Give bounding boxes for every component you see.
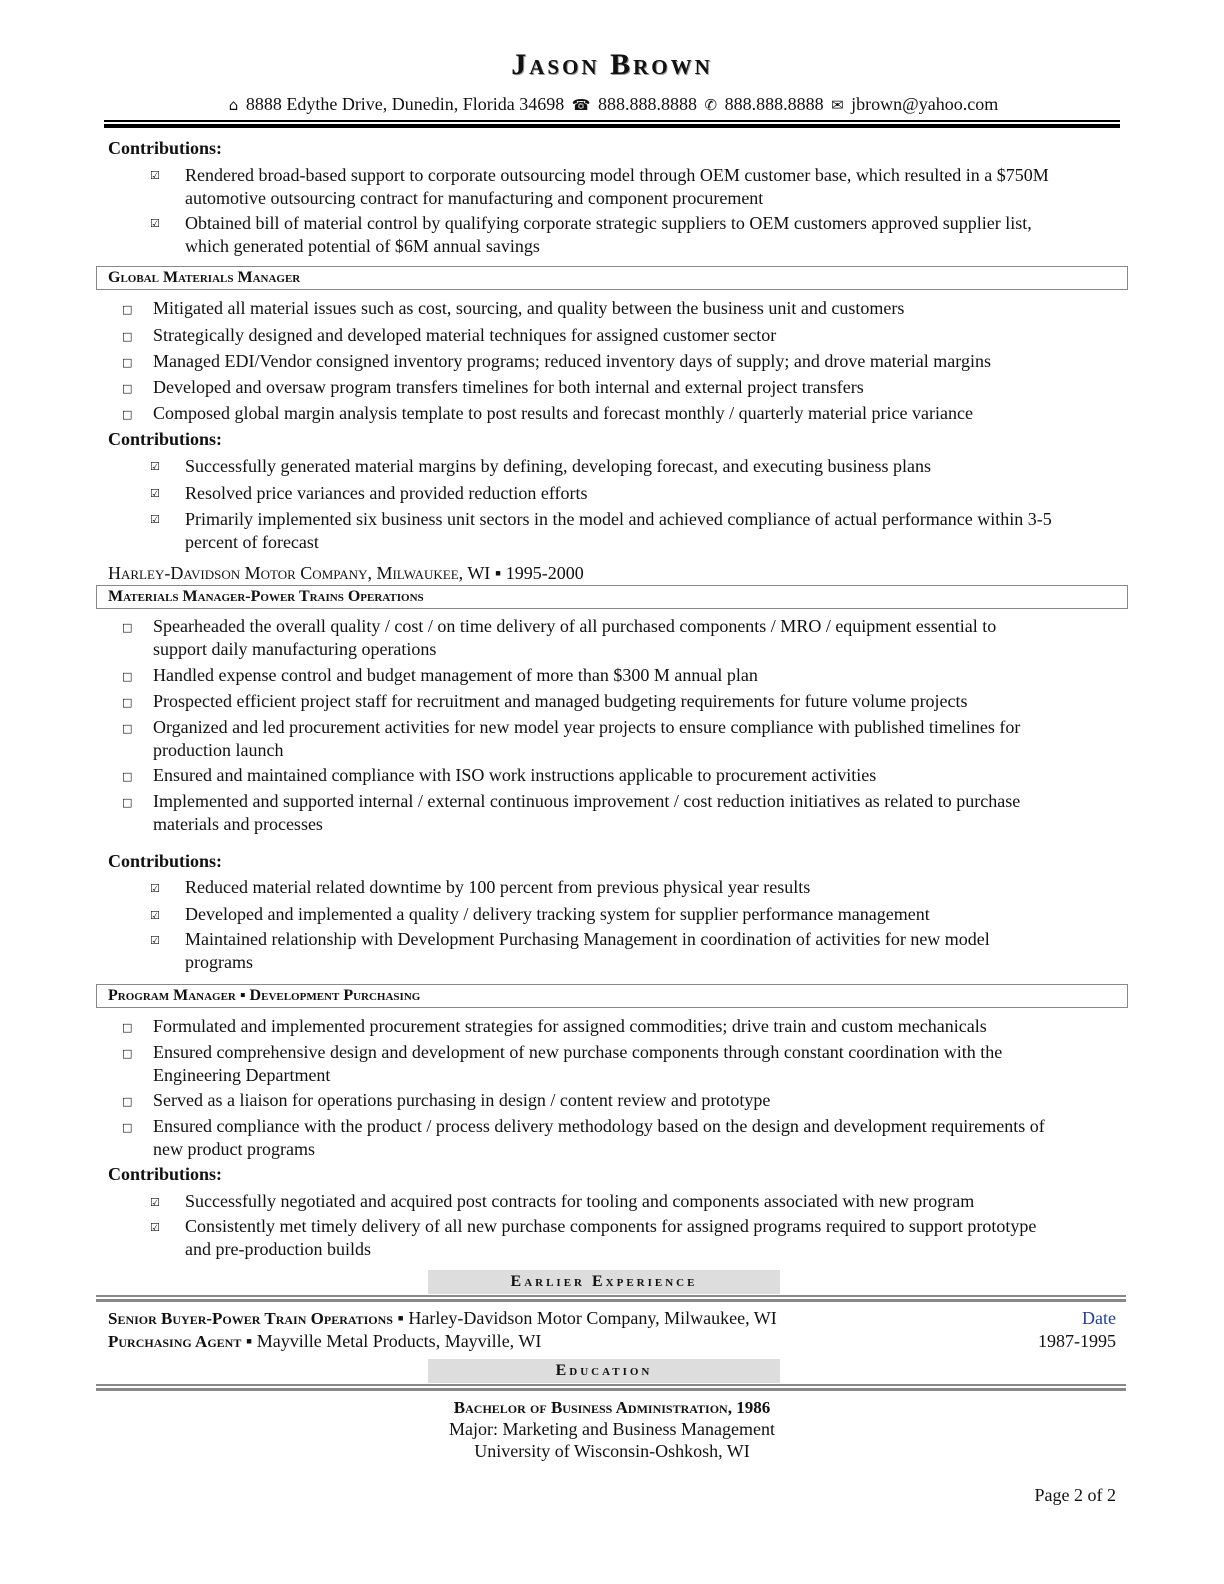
square-bullet-icon: □ — [122, 1095, 133, 1108]
section-rule — [96, 1388, 1126, 1391]
duty-item: Strategically designed and developed material techniques for assigned customer sector — [153, 325, 777, 345]
contribution-item: Primarily implemented six business unit sectors in the model and achieved compliance of actual performance within 3-5 percent of forecast — [185, 509, 1052, 552]
section-rule — [96, 1295, 1126, 1297]
contribution-item: Developed and implemented a quality / delivery tracking system for supplier performance management — [185, 904, 930, 924]
square-bullet-icon: □ — [122, 770, 133, 783]
square-bullet-icon: □ — [122, 1121, 133, 1134]
school: University of Wisconsin-Oshkosh, WI — [474, 1441, 750, 1461]
square-bullet-icon: □ — [122, 330, 133, 343]
contribution-item: Maintained relationship with Development Purchasing Management in coordination of activities for new model programs — [185, 929, 990, 972]
degree: Bachelor of Business Administration, 1986 — [453, 1398, 771, 1417]
check-bullet-icon: ☑ — [150, 909, 160, 922]
square-bullet-icon: □ — [122, 356, 133, 369]
check-bullet-icon: ☑ — [150, 487, 160, 500]
header-rule-thick — [104, 124, 1120, 128]
duty-item: Developed and oversaw program transfers timelines for both internal and external project transfers — [153, 377, 864, 397]
mobile-icon: ✆ — [704, 96, 718, 114]
square-bullet-icon: □ — [122, 1021, 133, 1034]
square-bullet-icon: □ — [122, 670, 133, 683]
contribution-item: Resolved price variances and provided reduction efforts — [185, 483, 588, 503]
job-title-box: Program Manager ▪ Development Purchasing — [96, 984, 1128, 1008]
contact-line — [0, 94, 1224, 115]
check-bullet-icon: ☑ — [150, 513, 160, 526]
duty-item: Formulated and implemented procurement strategies for assigned commodities; drive train and custom mechanicals — [153, 1016, 987, 1036]
contributions-heading: Contributions: — [108, 851, 223, 871]
contribution-item: Reduced material related downtime by 100 percent from previous physical year results — [185, 877, 811, 897]
check-bullet-icon: ☑ — [150, 882, 160, 895]
duty-item: Served as a liaison for operations purchasing in design / content review and prototype — [153, 1090, 771, 1110]
contribution-item: Obtained bill of material control by qualifying corporate strategic suppliers to OEM customers approved supplier list, which generated potential of $6M annual savings — [185, 213, 1032, 256]
duty-item: Mitigated all material issues such as cost, sourcing, and quality between the business unit and customers — [153, 298, 905, 318]
duty-item: Prospected efficient project staff for recruitment and managed budgeting requirements for future volume projects — [153, 691, 968, 711]
check-bullet-icon: ☑ — [150, 1221, 160, 1234]
duty-item: Spearheaded the overall quality / cost / on time delivery of all purchased components / MRO / equipment essential to support daily manufacturing operations — [153, 616, 997, 659]
check-bullet-icon: ☑ — [150, 934, 160, 947]
square-bullet-icon: □ — [122, 621, 133, 634]
duty-item: Ensured compliance with the product / process delivery methodology based on the design and development requirements of new product programs — [153, 1116, 1045, 1159]
job-title-box: Materials Manager-Power Trains Operations — [96, 585, 1128, 609]
duty-item: Composed global margin analysis template to post results and forecast monthly / quarterly material price variance — [153, 403, 973, 423]
earlier-row: Senior Buyer-Power Train Operations ▪ Harley-Davidson Motor Company, Milwaukee, WI — [108, 1308, 777, 1328]
mobile: 888.888.8888 — [724, 94, 824, 114]
contributions-heading: Contributions: — [108, 1164, 223, 1184]
duty-item: Ensured and maintained compliance with ISO work instructions applicable to procurement activities — [153, 765, 877, 785]
job-title-box: Global Materials Manager — [96, 266, 1128, 290]
square-bullet-icon: □ — [122, 796, 133, 809]
duty-item: Ensured comprehensive design and development of new purchase components through constant coordination with the Engineering Department — [153, 1042, 1003, 1085]
check-bullet-icon: ☑ — [150, 1196, 160, 1209]
contribution-item: Consistently met timely delivery of all new purchase components for assigned programs required to support prototype and pre-production builds — [185, 1216, 1037, 1259]
duty-item: Organized and led procurement activities for new model year projects to ensure compliance with published timelines for production launch — [153, 717, 1021, 760]
phone-icon: ☎ — [571, 96, 591, 114]
address: 8888 Edythe Drive, Dunedin, Florida 34698 — [245, 94, 565, 114]
candidate-name: Jason Brown — [511, 48, 713, 81]
header-rule — [104, 120, 1120, 122]
earlier-date: 1987-1995 — [1038, 1331, 1116, 1351]
section-heading-education: Education — [555, 1362, 653, 1379]
square-bullet-icon: □ — [122, 408, 133, 421]
check-bullet-icon: ☑ — [150, 460, 160, 473]
section-rule — [96, 1384, 1126, 1386]
earlier-date-label: Date — [1082, 1308, 1116, 1328]
square-bullet-icon: □ — [122, 696, 133, 709]
square-bullet-icon: □ — [122, 303, 133, 316]
square-bullet-icon: □ — [122, 722, 133, 735]
page-number: Page 2 of 2 — [1034, 1485, 1116, 1505]
duty-item: Managed EDI/Vendor consigned inventory programs; reduced inventory days of supply; and drove material margins — [153, 351, 991, 371]
contributions-heading: Contributions: — [108, 429, 223, 449]
check-bullet-icon: ☑ — [150, 169, 160, 182]
email[interactable]: jbrown@yahoo.com — [851, 94, 999, 114]
house-icon: ⌂ — [228, 96, 239, 114]
employer-line: Harley-Davidson Motor Company, Milwaukee, WI ▪ 1995-2000 — [108, 563, 584, 583]
square-bullet-icon: □ — [122, 1047, 133, 1060]
check-bullet-icon: ☑ — [150, 217, 160, 230]
major: Major: Marketing and Business Management — [449, 1419, 775, 1439]
duty-item: Implemented and supported internal / external continuous improvement / cost reduction initiatives as related to purchase materials and processes — [153, 791, 1021, 834]
square-bullet-icon: □ — [122, 382, 133, 395]
section-heading-earlier: Earlier Experience — [510, 1273, 698, 1290]
contribution-item: Successfully generated material margins by defining, developing forecast, and executing business plans — [185, 456, 931, 476]
section-rule — [96, 1299, 1126, 1302]
contribution-item: Rendered broad-based support to corporate outsourcing model through OEM customer base, which resulted in a $750M automotive outsourcing contract for manufacturing and component procurement — [185, 165, 1049, 208]
contribution-item: Successfully negotiated and acquired post contracts for tooling and components associated with new program — [185, 1191, 975, 1211]
earlier-row: Purchasing Agent ▪ Mayville Metal Products, Mayville, WI — [108, 1331, 542, 1351]
phone: 888.888.8888 — [597, 94, 697, 114]
duty-item: Handled expense control and budget management of more than $300 M annual plan — [153, 665, 758, 685]
contributions-heading: Contributions: — [108, 138, 223, 158]
envelope-icon: ✉ — [831, 96, 844, 114]
